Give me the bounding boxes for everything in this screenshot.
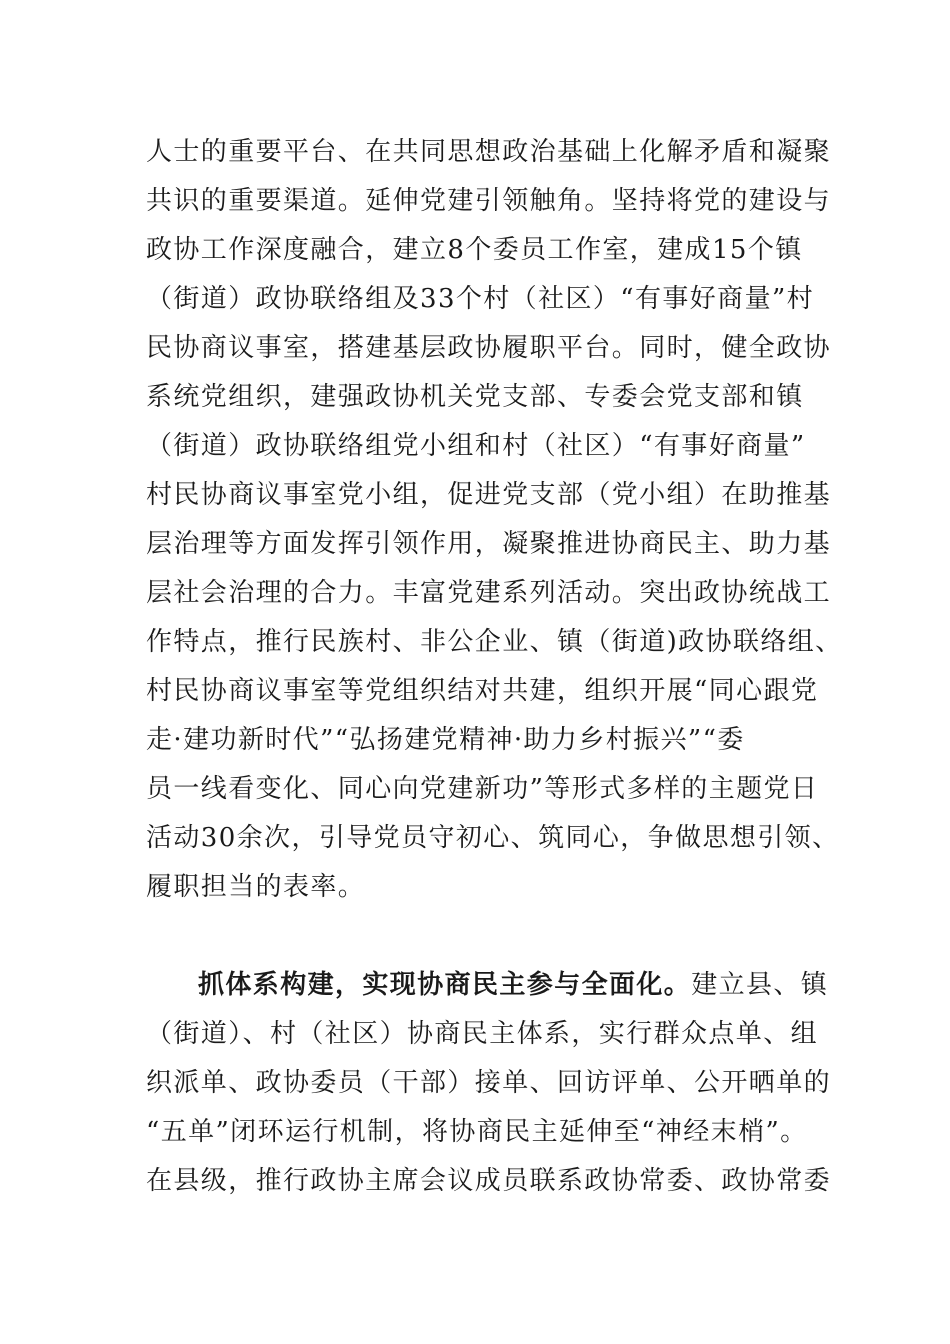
- text-line: （街道）政协联络组党小组和村（社区）“有事好商量”: [146, 431, 806, 461]
- text-line: 在县级，推行政协主席会议成员联系政协常委、政协常委: [146, 1166, 832, 1196]
- text-line: 织派单、政协委员（干部）接单、回访评单、公开晒单的: [146, 1068, 832, 1098]
- text-line: 层社会治理的合力。丰富党建系列活动。突出政协统战工: [146, 578, 832, 608]
- paragraph-heading: 抓体系构建，实现协商民主参与全面化。: [198, 970, 692, 1000]
- text-line: 活动30余次，引导党员守初心、筑同心，争做思想引领、: [146, 823, 840, 853]
- text-line: 民协商议事室，搭建基层政协履职平台。同时，健全政协: [146, 333, 832, 363]
- text-line: 系统党组织，建强政协机关党支部、专委会党支部和镇: [146, 382, 804, 412]
- text-line: 员一线看变化、同心向党建新功”等形式多样的主题党日: [146, 774, 819, 804]
- text-line: 人士的重要平台、在共同思想政治基础上化解矛盾和凝聚: [146, 137, 832, 167]
- text-line: （街道）政协联络组及33个村（社区）“有事好商量”村: [146, 284, 815, 314]
- text-line: 作特点，推行民族村、非公企业、镇（街道)政协联络组、: [146, 627, 843, 657]
- text-line: 履职担当的表率。: [146, 872, 366, 902]
- paragraph-first-line: [146, 961, 829, 1010]
- text-line: “五单”闭环运行机制，将协商民主延伸至“神经末梢”。: [146, 1117, 808, 1147]
- text-line: 共识的重要渠道。延伸党建引领触角。坚持将党的建设与: [146, 186, 832, 216]
- heading-line-rest: 建立县、镇: [691, 970, 829, 1000]
- text-line: 层治理等方面发挥引领作用，凝聚推进协商民主、助力基: [146, 529, 832, 559]
- text-line: 村民协商议事室党小组，促进党支部（党小组）在助推基: [146, 480, 832, 510]
- text-line: 走·建功新时代”“弘扬建党精神·助力乡村振兴”“委: [146, 725, 745, 755]
- text-line: 村民协商议事室等党组织结对共建，组织开展“同心跟党: [146, 676, 819, 706]
- text-line: 政协工作深度融合，建立8个委员工作室，建成15个镇: [146, 235, 803, 265]
- text-line: （街道）、村（社区）协商民主体系，实行群众点单、组: [146, 1019, 819, 1049]
